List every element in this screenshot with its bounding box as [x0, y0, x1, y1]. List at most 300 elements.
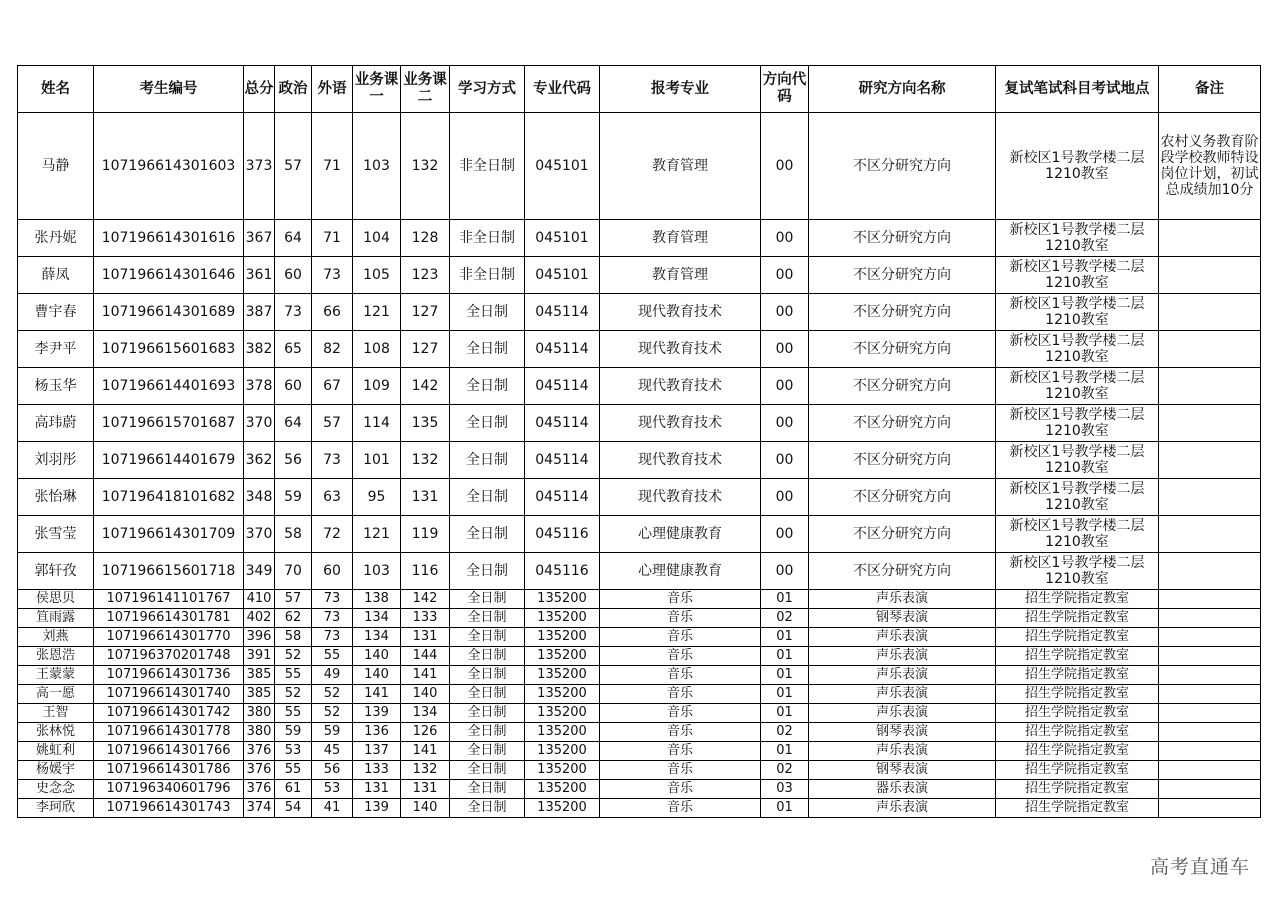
cell-subject-one: 133 [353, 761, 401, 780]
cell-foreign-language: 71 [312, 220, 353, 257]
col-header-total-score: 总分 [244, 66, 275, 113]
cell-major-code: 045101 [525, 220, 600, 257]
cell-major: 音乐 [600, 742, 761, 761]
cell-direction-name: 不区分研究方向 [809, 553, 996, 590]
cell-candidate-id: 107196614301781 [94, 609, 244, 628]
table-row [18, 479, 1261, 516]
cell-name: 张怡琳 [18, 479, 94, 516]
cell-major-code: 045116 [525, 516, 600, 553]
cell-subject-one: 114 [353, 405, 401, 442]
cell-subject-two: 135 [401, 405, 450, 442]
cell-major-code: 135200 [525, 723, 600, 742]
table-row [18, 294, 1261, 331]
cell-major-code: 135200 [525, 742, 600, 761]
cell-total-score: 376 [244, 742, 275, 761]
cell-remarks [1159, 723, 1261, 742]
cell-direction-code: 00 [761, 294, 809, 331]
cell-name: 刘燕 [18, 628, 94, 647]
cell-politics: 52 [275, 647, 312, 666]
table-row [18, 742, 1261, 761]
cell-candidate-id: 107196615701687 [94, 405, 244, 442]
cell-direction-code: 00 [761, 257, 809, 294]
cell-candidate-id: 107196614301770 [94, 628, 244, 647]
col-header-study-mode: 学习方式 [450, 66, 525, 113]
cell-direction-code: 01 [761, 704, 809, 723]
cell-subject-two: 141 [401, 742, 450, 761]
cell-major-code: 135200 [525, 704, 600, 723]
cell-direction-name: 器乐表演 [809, 780, 996, 799]
cell-name: 李尹平 [18, 331, 94, 368]
cell-remarks [1159, 257, 1261, 294]
cell-major-code: 045101 [525, 257, 600, 294]
cell-subject-two: 142 [401, 368, 450, 405]
cell-total-score: 382 [244, 331, 275, 368]
cell-name: 张丹妮 [18, 220, 94, 257]
cell-foreign-language: 67 [312, 368, 353, 405]
cell-major: 音乐 [600, 685, 761, 704]
cell-name: 侯思贝 [18, 590, 94, 609]
cell-subject-two: 119 [401, 516, 450, 553]
cell-exam-location: 招生学院指定教室 [996, 742, 1159, 761]
cell-remarks [1159, 704, 1261, 723]
cell-study-mode: 全日制 [450, 723, 525, 742]
cell-major-code: 135200 [525, 780, 600, 799]
cell-major: 音乐 [600, 761, 761, 780]
cell-remarks [1159, 742, 1261, 761]
admission-list-table [17, 65, 1261, 818]
cell-subject-one: 104 [353, 220, 401, 257]
cell-major: 现代教育技术 [600, 405, 761, 442]
col-header-candidate-id: 考生编号 [94, 66, 244, 113]
cell-politics: 52 [275, 685, 312, 704]
cell-direction-code: 00 [761, 113, 809, 220]
cell-subject-two: 128 [401, 220, 450, 257]
cell-exam-location: 招生学院指定教室 [996, 761, 1159, 780]
cell-name: 薛凤 [18, 257, 94, 294]
cell-direction-name: 不区分研究方向 [809, 405, 996, 442]
cell-direction-code: 01 [761, 647, 809, 666]
cell-remarks [1159, 479, 1261, 516]
cell-major-code: 135200 [525, 647, 600, 666]
cell-exam-location: 招生学院指定教室 [996, 723, 1159, 742]
cell-subject-one: 108 [353, 331, 401, 368]
cell-total-score: 410 [244, 590, 275, 609]
cell-study-mode: 非全日制 [450, 220, 525, 257]
cell-direction-code: 00 [761, 516, 809, 553]
cell-foreign-language: 73 [312, 628, 353, 647]
cell-subject-one: 101 [353, 442, 401, 479]
cell-exam-location: 新校区1号教学楼二层1210教室 [996, 331, 1159, 368]
cell-direction-code: 00 [761, 331, 809, 368]
cell-politics: 73 [275, 294, 312, 331]
cell-direction-code: 02 [761, 609, 809, 628]
cell-subject-two: 140 [401, 685, 450, 704]
table-row [18, 704, 1261, 723]
cell-candidate-id: 107196614301766 [94, 742, 244, 761]
cell-name: 马静 [18, 113, 94, 220]
cell-foreign-language: 66 [312, 294, 353, 331]
cell-subject-two: 141 [401, 666, 450, 685]
cell-exam-location: 招生学院指定教室 [996, 628, 1159, 647]
cell-exam-location: 新校区1号教学楼二层1210教室 [996, 405, 1159, 442]
cell-politics: 62 [275, 609, 312, 628]
cell-major: 音乐 [600, 723, 761, 742]
cell-major-code: 045114 [525, 442, 600, 479]
cell-foreign-language: 82 [312, 331, 353, 368]
cell-total-score: 396 [244, 628, 275, 647]
cell-subject-two: 144 [401, 647, 450, 666]
cell-direction-name: 声乐表演 [809, 666, 996, 685]
cell-exam-location: 新校区1号教学楼二层1210教室 [996, 257, 1159, 294]
cell-total-score: 376 [244, 780, 275, 799]
cell-study-mode: 全日制 [450, 609, 525, 628]
cell-total-score: 378 [244, 368, 275, 405]
cell-name: 张雪莹 [18, 516, 94, 553]
cell-remarks [1159, 761, 1261, 780]
cell-subject-one: 103 [353, 113, 401, 220]
cell-politics: 65 [275, 331, 312, 368]
cell-total-score: 391 [244, 647, 275, 666]
cell-study-mode: 全日制 [450, 479, 525, 516]
cell-major-code: 045114 [525, 368, 600, 405]
cell-exam-location: 新校区1号教学楼二层1210教室 [996, 220, 1159, 257]
cell-candidate-id: 107196141101767 [94, 590, 244, 609]
cell-name: 高玮蔚 [18, 405, 94, 442]
cell-politics: 55 [275, 704, 312, 723]
cell-politics: 59 [275, 723, 312, 742]
cell-candidate-id: 107196340601796 [94, 780, 244, 799]
cell-subject-one: 121 [353, 516, 401, 553]
col-header-direction-name: 研究方向名称 [809, 66, 996, 113]
table-row [18, 331, 1261, 368]
cell-exam-location: 新校区1号教学楼二层1210教室 [996, 368, 1159, 405]
cell-foreign-language: 49 [312, 666, 353, 685]
cell-candidate-id: 107196614301778 [94, 723, 244, 742]
cell-major: 现代教育技术 [600, 368, 761, 405]
cell-politics: 55 [275, 761, 312, 780]
cell-exam-location: 招生学院指定教室 [996, 685, 1159, 704]
cell-subject-one: 140 [353, 666, 401, 685]
cell-politics: 57 [275, 113, 312, 220]
cell-exam-location: 招生学院指定教室 [996, 590, 1159, 609]
cell-study-mode: 非全日制 [450, 113, 525, 220]
cell-name: 张林悦 [18, 723, 94, 742]
cell-candidate-id: 107196615601718 [94, 553, 244, 590]
cell-name: 笪雨露 [18, 609, 94, 628]
col-header-exam-location: 复试笔试科目考试地点 [996, 66, 1159, 113]
cell-remarks [1159, 666, 1261, 685]
cell-politics: 58 [275, 628, 312, 647]
cell-foreign-language: 57 [312, 405, 353, 442]
cell-subject-one: 139 [353, 799, 401, 818]
table-row [18, 516, 1261, 553]
cell-study-mode: 全日制 [450, 704, 525, 723]
cell-remarks [1159, 647, 1261, 666]
cell-subject-one: 131 [353, 780, 401, 799]
cell-direction-code: 00 [761, 479, 809, 516]
cell-candidate-id: 107196614301743 [94, 799, 244, 818]
cell-total-score: 370 [244, 405, 275, 442]
cell-major: 心理健康教育 [600, 553, 761, 590]
cell-direction-code: 00 [761, 553, 809, 590]
cell-direction-name: 声乐表演 [809, 685, 996, 704]
cell-name: 李珂欣 [18, 799, 94, 818]
cell-remarks [1159, 516, 1261, 553]
cell-candidate-id: 107196614301689 [94, 294, 244, 331]
cell-direction-code: 01 [761, 799, 809, 818]
cell-direction-code: 02 [761, 723, 809, 742]
cell-politics: 61 [275, 780, 312, 799]
cell-direction-name: 声乐表演 [809, 647, 996, 666]
cell-exam-location: 新校区1号教学楼二层1210教室 [996, 479, 1159, 516]
cell-remarks [1159, 331, 1261, 368]
cell-subject-one: 103 [353, 553, 401, 590]
cell-direction-code: 00 [761, 405, 809, 442]
cell-direction-code: 01 [761, 628, 809, 647]
cell-total-score: 376 [244, 761, 275, 780]
cell-subject-two: 142 [401, 590, 450, 609]
cell-foreign-language: 73 [312, 442, 353, 479]
cell-candidate-id: 107196370201748 [94, 647, 244, 666]
cell-direction-name: 声乐表演 [809, 628, 996, 647]
table-row [18, 368, 1261, 405]
cell-total-score: 373 [244, 113, 275, 220]
cell-candidate-id: 107196418101682 [94, 479, 244, 516]
cell-candidate-id: 107196614301736 [94, 666, 244, 685]
cell-major: 心理健康教育 [600, 516, 761, 553]
cell-subject-one: 105 [353, 257, 401, 294]
cell-subject-two: 127 [401, 331, 450, 368]
table-row [18, 666, 1261, 685]
cell-politics: 57 [275, 590, 312, 609]
cell-direction-code: 02 [761, 761, 809, 780]
cell-subject-two: 123 [401, 257, 450, 294]
cell-subject-one: 139 [353, 704, 401, 723]
cell-major: 教育管理 [600, 113, 761, 220]
cell-major-code: 135200 [525, 609, 600, 628]
col-header-major: 报考专业 [600, 66, 761, 113]
cell-major-code: 135200 [525, 799, 600, 818]
cell-candidate-id: 107196614301646 [94, 257, 244, 294]
cell-direction-name: 声乐表演 [809, 742, 996, 761]
cell-subject-one: 137 [353, 742, 401, 761]
cell-name: 王蒙蒙 [18, 666, 94, 685]
table-row [18, 780, 1261, 799]
cell-remarks [1159, 368, 1261, 405]
cell-direction-code: 00 [761, 368, 809, 405]
cell-remarks [1159, 442, 1261, 479]
cell-subject-two: 131 [401, 628, 450, 647]
cell-total-score: 380 [244, 704, 275, 723]
cell-total-score: 402 [244, 609, 275, 628]
cell-remarks [1159, 685, 1261, 704]
cell-major-code: 135200 [525, 666, 600, 685]
cell-major: 现代教育技术 [600, 442, 761, 479]
cell-direction-name: 不区分研究方向 [809, 257, 996, 294]
cell-foreign-language: 59 [312, 723, 353, 742]
cell-subject-two: 140 [401, 799, 450, 818]
cell-subject-two: 116 [401, 553, 450, 590]
cell-subject-one: 141 [353, 685, 401, 704]
cell-total-score: 374 [244, 799, 275, 818]
cell-remarks [1159, 553, 1261, 590]
table-row [18, 553, 1261, 590]
cell-foreign-language: 52 [312, 685, 353, 704]
cell-remarks [1159, 799, 1261, 818]
cell-politics: 59 [275, 479, 312, 516]
cell-total-score: 385 [244, 685, 275, 704]
cell-remarks [1159, 405, 1261, 442]
cell-foreign-language: 73 [312, 590, 353, 609]
cell-subject-two: 131 [401, 780, 450, 799]
cell-study-mode: 全日制 [450, 628, 525, 647]
cell-exam-location: 新校区1号教学楼二层1210教室 [996, 516, 1159, 553]
table-row [18, 723, 1261, 742]
cell-subject-one: 140 [353, 647, 401, 666]
cell-name: 刘羽彤 [18, 442, 94, 479]
cell-politics: 64 [275, 220, 312, 257]
table-row [18, 628, 1261, 647]
cell-candidate-id: 107196615601683 [94, 331, 244, 368]
cell-major-code: 135200 [525, 761, 600, 780]
table-row [18, 113, 1261, 220]
cell-direction-name: 不区分研究方向 [809, 442, 996, 479]
cell-subject-two: 133 [401, 609, 450, 628]
cell-remarks [1159, 590, 1261, 609]
cell-major: 现代教育技术 [600, 294, 761, 331]
cell-major: 音乐 [600, 799, 761, 818]
cell-exam-location: 新校区1号教学楼二层1210教室 [996, 553, 1159, 590]
table-row [18, 609, 1261, 628]
cell-study-mode: 全日制 [450, 516, 525, 553]
table-row [18, 590, 1261, 609]
cell-major-code: 135200 [525, 628, 600, 647]
cell-direction-name: 不区分研究方向 [809, 368, 996, 405]
table-row [18, 761, 1261, 780]
cell-major: 音乐 [600, 666, 761, 685]
cell-major-code: 045101 [525, 113, 600, 220]
cell-politics: 56 [275, 442, 312, 479]
cell-direction-name: 钢琴表演 [809, 723, 996, 742]
cell-major: 音乐 [600, 704, 761, 723]
cell-direction-name: 钢琴表演 [809, 609, 996, 628]
cell-name: 张恩浩 [18, 647, 94, 666]
cell-foreign-language: 55 [312, 647, 353, 666]
cell-total-score: 370 [244, 516, 275, 553]
cell-total-score: 385 [244, 666, 275, 685]
cell-major: 现代教育技术 [600, 479, 761, 516]
cell-direction-code: 01 [761, 590, 809, 609]
cell-study-mode: 全日制 [450, 553, 525, 590]
cell-name: 曹宇春 [18, 294, 94, 331]
table-row [18, 220, 1261, 257]
cell-foreign-language: 52 [312, 704, 353, 723]
cell-name: 杨玉华 [18, 368, 94, 405]
cell-direction-code: 00 [761, 442, 809, 479]
cell-name: 郭轩孜 [18, 553, 94, 590]
cell-foreign-language: 73 [312, 609, 353, 628]
cell-politics: 58 [275, 516, 312, 553]
cell-major-code: 045114 [525, 479, 600, 516]
cell-major-code: 045114 [525, 405, 600, 442]
cell-direction-name: 不区分研究方向 [809, 220, 996, 257]
table-row [18, 442, 1261, 479]
cell-exam-location: 新校区1号教学楼二层1210教室 [996, 294, 1159, 331]
cell-foreign-language: 41 [312, 799, 353, 818]
cell-study-mode: 全日制 [450, 685, 525, 704]
cell-foreign-language: 71 [312, 113, 353, 220]
cell-candidate-id: 107196614401693 [94, 368, 244, 405]
cell-study-mode: 全日制 [450, 742, 525, 761]
cell-major: 现代教育技术 [600, 331, 761, 368]
col-header-foreign-language: 外语 [312, 66, 353, 113]
cell-major-code: 135200 [525, 590, 600, 609]
cell-subject-one: 95 [353, 479, 401, 516]
cell-subject-two: 132 [401, 442, 450, 479]
cell-remarks [1159, 628, 1261, 647]
col-header-politics: 政治 [275, 66, 312, 113]
cell-major: 音乐 [600, 647, 761, 666]
cell-study-mode: 全日制 [450, 761, 525, 780]
cell-exam-location: 招生学院指定教室 [996, 609, 1159, 628]
cell-candidate-id: 107196614401679 [94, 442, 244, 479]
cell-candidate-id: 107196614301709 [94, 516, 244, 553]
col-header-remarks: 备注 [1159, 66, 1261, 113]
cell-politics: 64 [275, 405, 312, 442]
cell-total-score: 380 [244, 723, 275, 742]
cell-total-score: 349 [244, 553, 275, 590]
cell-direction-name: 钢琴表演 [809, 761, 996, 780]
cell-exam-location: 招生学院指定教室 [996, 704, 1159, 723]
col-header-subject-two: 业务课二 [401, 66, 450, 113]
cell-remarks [1159, 780, 1261, 799]
cell-major-code: 135200 [525, 685, 600, 704]
cell-study-mode: 全日制 [450, 405, 525, 442]
cell-direction-name: 不区分研究方向 [809, 294, 996, 331]
cell-direction-name: 不区分研究方向 [809, 113, 996, 220]
cell-study-mode: 全日制 [450, 442, 525, 479]
table-row [18, 799, 1261, 818]
cell-major-code: 045114 [525, 294, 600, 331]
cell-subject-two: 132 [401, 761, 450, 780]
table-row [18, 405, 1261, 442]
table-body [18, 113, 1261, 818]
cell-major-code: 045116 [525, 553, 600, 590]
cell-direction-name: 不区分研究方向 [809, 516, 996, 553]
cell-candidate-id: 107196614301616 [94, 220, 244, 257]
cell-subject-one: 136 [353, 723, 401, 742]
col-header-major-code: 专业代码 [525, 66, 600, 113]
table-row [18, 647, 1261, 666]
cell-study-mode: 全日制 [450, 294, 525, 331]
cell-major: 音乐 [600, 780, 761, 799]
cell-subject-two: 126 [401, 723, 450, 742]
cell-subject-one: 134 [353, 609, 401, 628]
cell-subject-one: 109 [353, 368, 401, 405]
watermark-text: 高考直通车 [1149, 856, 1250, 878]
cell-study-mode: 全日制 [450, 780, 525, 799]
cell-foreign-language: 45 [312, 742, 353, 761]
cell-study-mode: 非全日制 [450, 257, 525, 294]
cell-name: 姚虹利 [18, 742, 94, 761]
cell-remarks: 农村义务教育阶段学校教师特设岗位计划，初试总成绩加10分 [1159, 113, 1261, 220]
cell-remarks [1159, 294, 1261, 331]
cell-name: 王智 [18, 704, 94, 723]
cell-politics: 70 [275, 553, 312, 590]
cell-subject-two: 134 [401, 704, 450, 723]
cell-direction-code: 01 [761, 666, 809, 685]
cell-major: 教育管理 [600, 220, 761, 257]
